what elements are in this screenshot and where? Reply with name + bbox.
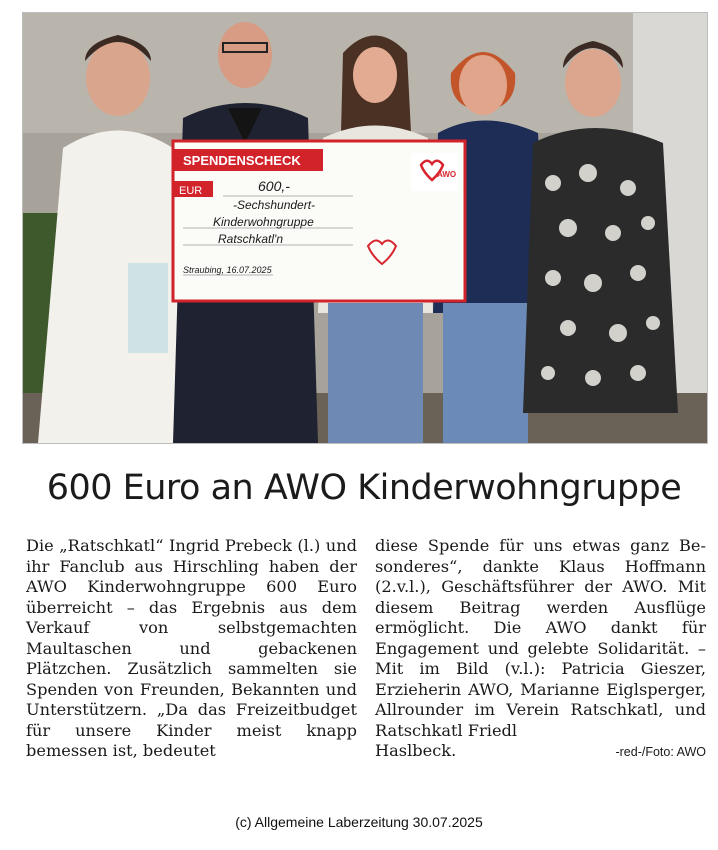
donation-cheque: [173, 141, 465, 301]
article-headline: 600 Euro an AWO Kinderwohngruppe: [46, 468, 682, 508]
copyright-notice: (c) Allgemeine Laberzeitung 30.07.2025: [235, 814, 483, 830]
article-body: [26, 536, 706, 786]
awo-logo-text: AWO: [437, 170, 457, 179]
cheque-banner-text: SPENDENSCHECK: [183, 153, 301, 168]
cheque-amount-words: -Sechshundert-: [233, 198, 316, 212]
article-column-2: [375, 536, 706, 786]
photo-credit: -red-/Foto: AWO: [615, 745, 706, 759]
photo-illustration: [23, 13, 707, 443]
article-column-1: [26, 536, 357, 786]
cheque-currency: EUR: [179, 185, 203, 197]
article-column-2-last: Haslbeck.: [375, 741, 457, 760]
article-column-2-last-line: [375, 741, 706, 763]
cheque-amount: 600,-: [258, 178, 290, 194]
cheque-recipient-line1: Kinderwohngruppe: [213, 215, 314, 229]
article-column-1-text: Die „Ratschkatl“ Ingrid Prebeck (l.) und ihr Fanclub aus Hirschling haben der AWO Kinderwohngruppe 600 Euro überreicht – das Ergebnis aus dem Verkauf von selbstgemachten Maultaschen und gebackenen Plätzchen. Zusätzlich sammelten sie Spenden von Freunden, Bekannten und Unterstützern. „Da das Freizeitbudget für unsere Kinder meist knapp bemessen ist, bedeutet: [26, 536, 357, 760]
news-photo: [22, 12, 708, 444]
article-column-2-text: diese Spende für uns etwas ganz Besonderes“, dankte Klaus Hoffmann (2.v.l.), Geschäftsführer der AWO. Mit diesem Beitrag werden Ausflüge ermöglicht. Die AWO dankt für Engagement und gelebte Solidarität. – Mit im Bild (v.l.): Patricia Gieszer, Erzieherin AWO, Marianne Eiglsperger, Allrounder im Verein Ratschkatl, und Ratschkatl Friedl: [375, 536, 706, 740]
cheque-place-date: Straubing, 16.07.2025: [183, 265, 272, 275]
cheque-recipient-line2: Ratschkatl'n: [218, 232, 283, 246]
